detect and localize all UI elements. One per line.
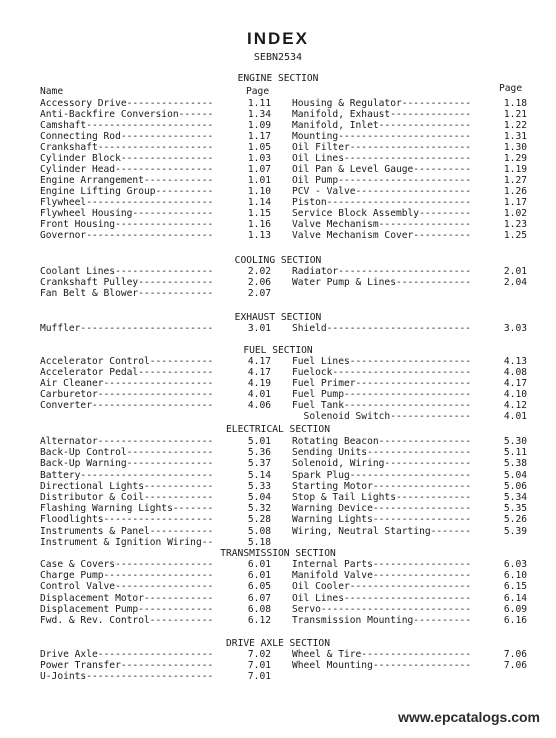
index-entry: Displacement Motor------------ [40, 592, 214, 604]
page-header-right: Page [499, 83, 523, 94]
page-number: 5.39 [503, 525, 527, 537]
name-header: Name [40, 86, 64, 97]
index-entry: Wheel & Tire------------------- [292, 649, 472, 660]
page-number: 3.03 [503, 323, 527, 334]
index-entry: Manifold, Inlet---------------- [292, 120, 472, 131]
index-entry: Valve Mechanism Cover---------- [292, 230, 472, 241]
page-number: 1.27 [503, 175, 527, 186]
page-number: 1.17 [247, 131, 271, 142]
index-entry: Internal Parts----------------- [292, 559, 472, 570]
index-entry: Radiator----------------------- [292, 266, 472, 277]
page-number: 4.01 [247, 389, 271, 400]
page-number: 1.14 [247, 197, 271, 208]
page-number: 6.15 [503, 581, 527, 593]
page-number: 4.19 [247, 378, 271, 389]
page-number: 6.10 [503, 570, 527, 582]
page-number: 5.14 [247, 469, 271, 481]
index-entry: Oil Pan & Level Gauge---------- [292, 164, 472, 175]
index-entry: Oil Lines---------------------- [292, 153, 472, 164]
page-number: 7.06 [503, 660, 527, 672]
page-number: 2.06 [247, 277, 271, 289]
index-entry: Fwd. & Rev. Control----------- [40, 615, 214, 626]
section-title: FUEL SECTION [243, 345, 313, 356]
page-number: 5.08 [247, 525, 271, 537]
page-number: 1.10 [247, 186, 271, 197]
page-number: 1.18 [503, 98, 527, 109]
page-number: 4.12 [503, 400, 527, 411]
index-entry: Power Transfer---------------- [40, 660, 214, 672]
index-entry: Starting Motor----------------- [292, 480, 472, 492]
index-entry: Mounting----------------------- [292, 131, 472, 142]
index-entry: Flywheel Housing-------------- [40, 208, 214, 219]
page-number: 5.26 [503, 514, 527, 526]
index-entry: Solenoid Switch-------------- [292, 411, 472, 422]
page-number: 1.23 [503, 219, 527, 230]
index-entry: Carburetor-------------------- [40, 389, 214, 400]
index-entry: Displacement Pump------------- [40, 603, 214, 615]
section-title: EXHAUST SECTION [234, 312, 322, 323]
index-entry: U-Joints---------------------- [40, 671, 214, 683]
page-number: 3.01 [247, 323, 271, 334]
index-entry: Water Pump & Lines------------- [292, 277, 472, 289]
page-number: 6.07 [247, 592, 271, 604]
index-entry: Oil Filter--------------------- [292, 142, 472, 153]
index-entry: Oil Cooler--------------------- [292, 581, 472, 593]
index-entry: Fuel Pump---------------------- [292, 389, 472, 400]
index-entry: Piston------------------------- [292, 197, 472, 208]
section-title: TRANSMISSION SECTION [220, 548, 336, 559]
page-number: 5.35 [503, 503, 527, 515]
page-number: 1.07 [247, 164, 271, 175]
section-title: ELECTRICAL SECTION [226, 424, 330, 435]
index-entry: Shield------------------------- [292, 323, 472, 334]
index-entry: Solenoid, Wiring--------------- [292, 458, 472, 470]
page-number: 5.36 [247, 447, 271, 459]
page-number: 5.38 [503, 458, 527, 470]
index-entry: Flywheel---------------------- [40, 197, 214, 208]
page-number: 5.28 [247, 514, 271, 526]
index-entry: Anti-Backfire Conversion------ [40, 109, 214, 120]
index-entry: Engine Lifting Group---------- [40, 186, 214, 197]
index-entry: Charge Pump------------------- [40, 570, 214, 582]
page-number: 5.34 [503, 492, 527, 503]
page-number: 1.15 [247, 208, 271, 219]
page-header-left: Page [246, 86, 270, 97]
index-entry: Oil Pump----------------------- [292, 175, 472, 186]
section-title: DRIVE AXLE SECTION [226, 638, 330, 649]
index-entry: Transmission Mounting---------- [292, 615, 472, 626]
index-entry: Manifold Valve----------------- [292, 570, 472, 582]
page-number: 1.30 [503, 142, 527, 153]
index-entry: Governor---------------------- [40, 230, 214, 241]
index-entry: Spark Plug--------------------- [292, 469, 472, 481]
index-entry: Fuel Tank---------------------- [292, 400, 472, 411]
index-entry: Case & Covers----------------- [40, 559, 214, 570]
page-number: 1.29 [503, 153, 527, 164]
page-number: 5.37 [247, 458, 271, 470]
index-entry: Cylinder Head----------------- [40, 164, 214, 175]
page-number: 1.01 [247, 175, 271, 186]
index-entry: Crankshaft Pulley------------- [40, 277, 214, 289]
page-number: 1.21 [503, 109, 527, 120]
index-entry: Battery----------------------- [40, 469, 214, 481]
page-number: 2.02 [247, 266, 271, 277]
index-entry: Drive Axle-------------------- [40, 649, 214, 660]
page-number: 6.01 [247, 570, 271, 582]
index-entry: Muffler----------------------- [40, 323, 214, 334]
page-number: 1.03 [247, 153, 271, 164]
index-entry: Crankshaft-------------------- [40, 142, 214, 153]
index-entry: Control Valve----------------- [40, 581, 214, 593]
index-entry: Camshaft---------------------- [40, 120, 214, 131]
index-entry: Instruments & Panel----------- [40, 525, 214, 537]
page-number: 6.14 [503, 592, 527, 604]
index-entry: Distributor & Coil------------ [40, 492, 214, 503]
page-number: 6.01 [247, 559, 271, 570]
page-number: 7.01 [247, 671, 271, 683]
page-number: 1.22 [503, 120, 527, 131]
page-number: 4.01 [503, 411, 527, 422]
page-number: 5.04 [247, 492, 271, 503]
index-entry: Housing & Regulator------------ [292, 98, 472, 109]
page-number: 4.17 [247, 356, 271, 367]
index-entry: Back-Up Warning--------------- [40, 458, 214, 470]
page-number: 6.12 [247, 615, 271, 626]
page-number: 1.05 [247, 142, 271, 153]
page-title: INDEX [247, 29, 309, 48]
index-entry: Fuel Primer-------------------- [292, 378, 472, 389]
index-entry: Cylinder Block---------------- [40, 153, 214, 164]
index-entry: Floodlights------------------- [40, 514, 214, 526]
page-number: 7.01 [247, 660, 271, 672]
page-number: 4.10 [503, 389, 527, 400]
index-entry: Directional Lights------------ [40, 480, 214, 492]
page-number: 6.16 [503, 615, 527, 626]
page-number: 5.30 [503, 436, 527, 447]
page-number: 4.06 [247, 400, 271, 411]
page-number: 4.08 [503, 367, 527, 378]
index-entry: Wheel Mounting----------------- [292, 660, 472, 672]
index-entry: Warning Lights----------------- [292, 514, 472, 526]
page-number: 4.13 [503, 356, 527, 367]
index-entry: Warning Device----------------- [292, 503, 472, 515]
page-number: 6.09 [503, 603, 527, 615]
page-number: 1.09 [247, 120, 271, 131]
website-watermark: www.epcatalogs.com [398, 709, 540, 725]
page-number: 1.02 [503, 208, 527, 219]
page-number: 1.19 [503, 164, 527, 175]
index-entry: PCV - Valve-------------------- [292, 186, 472, 197]
page-number: 2.07 [247, 288, 271, 300]
index-entry: Manifold, Exhaust-------------- [292, 109, 472, 120]
page-number: 1.34 [247, 109, 271, 120]
index-entry: Converter--------------------- [40, 400, 214, 411]
section-title: ENGINE SECTION [237, 73, 319, 84]
page-number: 1.31 [503, 131, 527, 142]
page-number: 5.06 [503, 480, 527, 492]
index-entry: Fan Belt & Blower------------- [40, 288, 214, 300]
index-entry: Stop & Tail Lights------------- [292, 492, 472, 503]
index-entry: Sending Units------------------ [292, 447, 472, 459]
page-number: 4.17 [247, 367, 271, 378]
page-number: 6.03 [503, 559, 527, 570]
index-entry: Accelerator Control----------- [40, 356, 214, 367]
index-entry: Flashing Warning Lights------- [40, 503, 214, 515]
index-entry: Oil Lines---------------------- [292, 592, 472, 604]
index-entry: Back-Up Control--------------- [40, 447, 214, 459]
page-number: 6.05 [247, 581, 271, 593]
page-number: 1.11 [247, 98, 271, 109]
index-entry: Alternator-------------------- [40, 436, 214, 447]
index-entry: Wiring, Neutral Starting------- [292, 525, 472, 537]
index-entry: Servo-------------------------- [292, 603, 472, 615]
page-number: 1.13 [247, 230, 271, 241]
page-number: 2.04 [503, 277, 527, 289]
index-entry: Accessory Drive--------------- [40, 98, 214, 109]
index-entry: Connecting Rod---------------- [40, 131, 214, 142]
index-entry: Fuel Lines--------------------- [292, 356, 472, 367]
index-entry: Engine Arrangement------------ [40, 175, 214, 186]
index-entry: Service Block Assembly--------- [292, 208, 472, 219]
page-number: 5.01 [247, 436, 271, 447]
page-number: 7.02 [247, 649, 271, 660]
page-number: 5.32 [247, 503, 271, 515]
section-title: COOLING SECTION [234, 255, 322, 266]
index-entry: Air Cleaner------------------- [40, 378, 214, 389]
page-number: 5.11 [503, 447, 527, 459]
page-number: 5.33 [247, 480, 271, 492]
page-number: 2.01 [503, 266, 527, 277]
page-number: 1.26 [503, 186, 527, 197]
document-code: SEBN2534 [253, 52, 303, 63]
index-entry: Instrument & Ignition Wiring-- [40, 536, 214, 548]
index-entry: Rotating Beacon---------------- [292, 436, 472, 447]
page-number: 1.17 [503, 197, 527, 208]
page-number: 6.08 [247, 603, 271, 615]
page-number: 1.25 [503, 230, 527, 241]
page-number: 5.04 [503, 469, 527, 481]
page-number: 4.17 [503, 378, 527, 389]
page-number: 7.06 [503, 649, 527, 660]
index-entry: Coolant Lines----------------- [40, 266, 214, 277]
index-entry: Front Housing----------------- [40, 219, 214, 230]
index-entry: Fuelock------------------------ [292, 367, 472, 378]
page-number: 1.16 [247, 219, 271, 230]
index-entry: Valve Mechanism---------------- [292, 219, 472, 230]
page-number: 5.18 [247, 536, 271, 548]
index-entry: Accelerator Pedal------------- [40, 367, 214, 378]
